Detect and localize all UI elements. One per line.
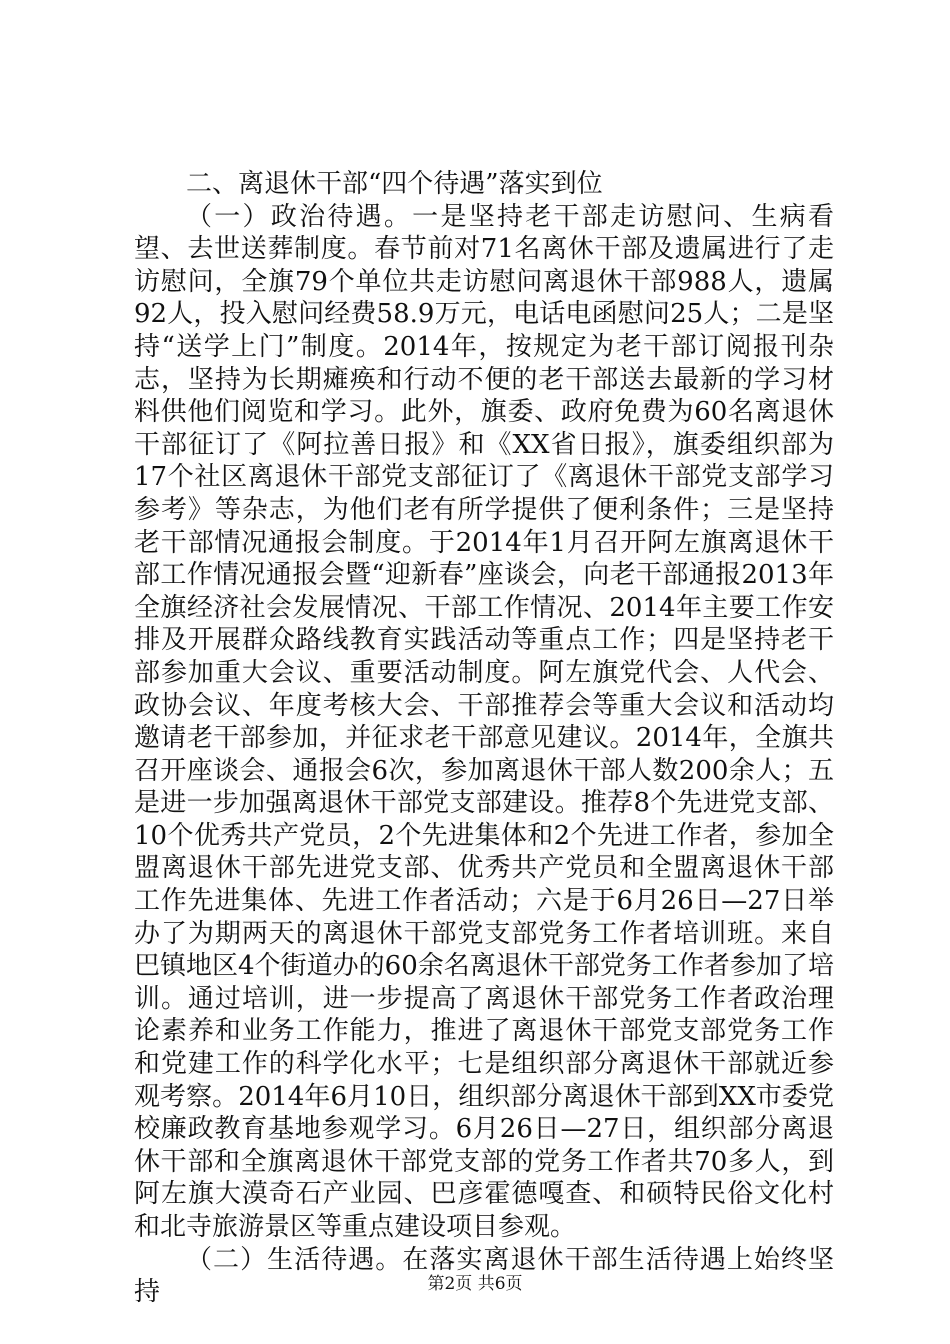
paragraph-living-treatment: （二）生活待遇。在落实离退休干部生活待遇上始终坚持 (134, 1244, 834, 1308)
page-footer: 第2页 共6页 (427, 1274, 523, 1294)
section-heading: 二、离退休干部“四个待遇”落实到位 (186, 169, 603, 199)
paragraph-political-treatment: （一）政治待遇。一是坚持老干部走访慰问、生病看望、去世送葬制度。春节前对71名离休干部及遗属进行了走访慰问，全旗79个单位共走访慰问离退休干部988人，遗属92人，投入慰问经费58.9万元，电话电函慰问25人；二是坚持“送学上门”制度。2014年，按规定为老干部订阅报刊杂志，坚持为长期瘫痪和行动不便的老干部送去最新的学习材料供他们阅览和学习。此外，旗委、政府免费为60名离退休干部征订了《阿拉善日报》和《XX省日报》，旗委组织部为17个社区离退休干部党支部征订了《离退休干部党支部学习参考》等杂志，为他们老有所学提供了便利条件；三是坚持老干部情况通报会制度。于2014年1月召开阿左旗离退休干部工作情况通报会暨“迎新春”座谈会，向老干部通报2013年全旗经济社会发展情况、干部工作情况、2014年主要工作安排及开展群众路线教育实践活动等重点工作；四是坚持老干部参加重大会议、重要活动制度。阿左旗党代会、人代会、政协会议、年度考核大会、干部推荐会等重大会议和活动均邀请老干部参加，并征求老干部意见建议。2014年，全旗共召开座谈会、通报会6次，参加离退休干部人数200余人；五是进一步加强离退休干部党支部建设。推荐8个先进党支部、10个优秀共产党员，2个先进集体和2个先进工作者，参加全盟离退休干部先进党支部、优秀共产党员和全盟离退休干部工作先进集体、先进工作者活动；六是于6月26日—27日举办了为期两天的离退休干部党支部党务工作者培训班。来自巴镇地区4个街道办的60余名离退休干部党务工作者参加了培训。通过培训，进一步提高了离退休干部党务工作者政治理论素养和业务工作能力，推进了离退休干部党支部党务工作和党建工作的科学化水平；七是组织部分离退休干部就近参观考察。2014年6月10日，组织部分离退休干部到XX市委党校廉政教育基地参观学习。6月26日—27日，组织部分离退休干部和全旗离退休干部党支部的党务工作者共70多人，到阿左旗大漠奇石产业园、巴彦霍德嘎查、和硕特民俗文化村和北寺旅游景区等重点建设项目参观。 (134, 201, 834, 1242)
document-body (134, 168, 834, 1309)
